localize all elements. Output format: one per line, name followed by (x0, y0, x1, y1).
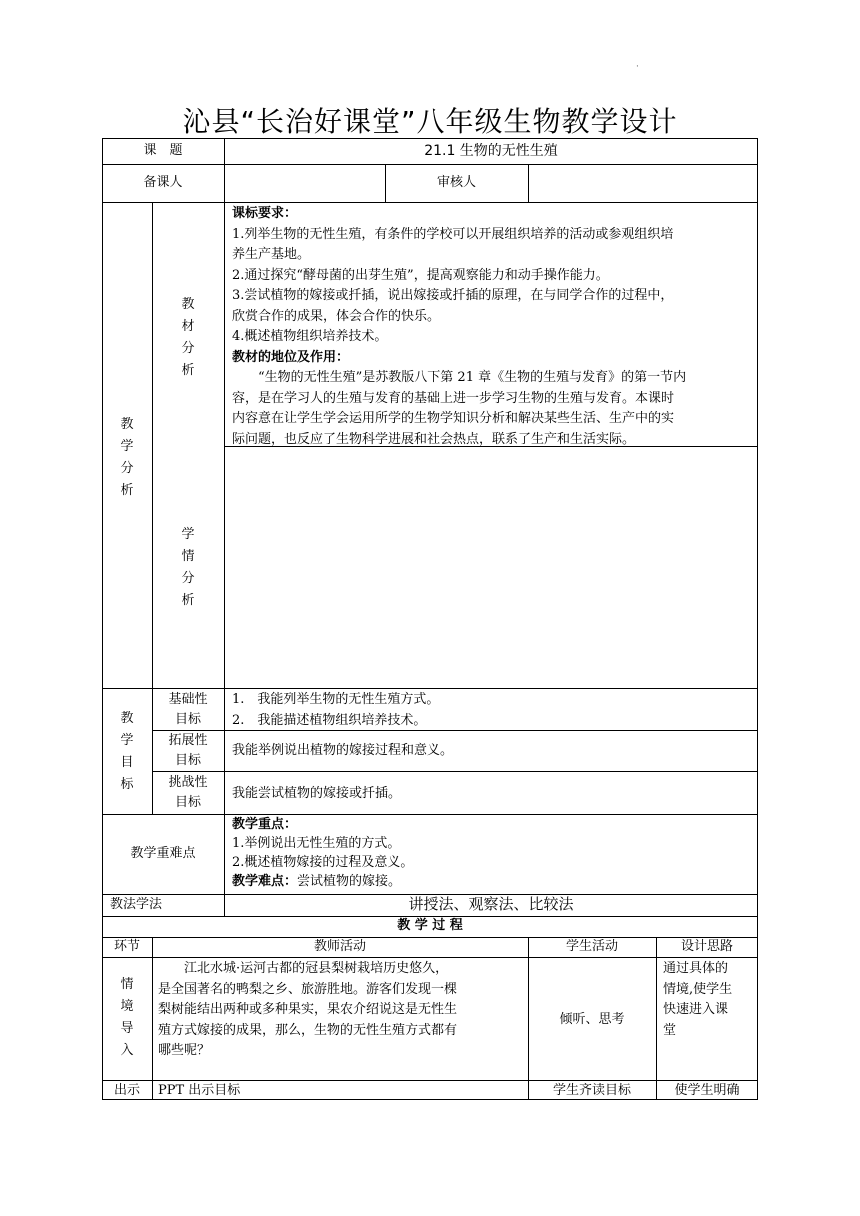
stage-show: 出示 (113, 1083, 140, 1098)
textbook-analysis-label: 教 材 分 析 (181, 297, 195, 378)
challenge-objective-label: 挑战性 目标 (168, 775, 208, 810)
methods-value: 讲授法、观察法、比较法 (408, 895, 574, 913)
objective-item: 1. 我能列举生物的无性生殖方式。 (232, 692, 440, 707)
header-mark: · (636, 62, 639, 72)
basic-objective-content (232, 690, 439, 731)
teacher-activity: PPT 出示目标 (158, 1083, 241, 1098)
extended-objective-label: 拓展性 目标 (168, 733, 208, 768)
requirement-line: 欣赏合作的成果，体会合作的快乐。 (232, 308, 441, 324)
extended-objective-content: 我能举例说出植物的嫁接过程和意义。 (232, 743, 454, 758)
key-points-label: 教学重难点 (130, 846, 196, 861)
design-rationale: 使学生明确 (674, 1083, 740, 1098)
difficulty-heading: 教学难点： (232, 874, 298, 889)
rule (102, 164, 758, 165)
textbook-analysis-content (232, 204, 754, 450)
rule (102, 957, 758, 958)
focus-item: 1.举例说出无性生殖的方式。 (232, 836, 401, 851)
student-analysis-label: 学 情 分 析 (181, 527, 195, 608)
topic-value: 21.1 生物的无性生殖 (424, 143, 558, 159)
focus-item: 2.概述植物嫁接的过程及意义。 (232, 855, 414, 870)
teacher-activity: 江北水城·运河古都的冠县梨树栽培历史悠久， 是全国著名的鸭梨之乡、旅游胜地。游客们发现一棵 梨树能结出两种或多种果实，果农介绍说这是无性生 殖方式嫁接的成果，那么，生物的无性生殖方式都有 哪些呢？ (158, 961, 458, 1058)
position-line: 内容意在让学生学会运用所学的生物学知识分析和解决某些生活、生产中的实 (232, 411, 675, 426)
rule (102, 688, 758, 689)
key-points-content (232, 815, 413, 891)
objectives-label: 教 学 目 标 (120, 711, 134, 792)
rule (102, 814, 758, 815)
requirements-heading: 课标要求： (232, 206, 298, 221)
design-rationale: 通过具体的 情境,使学生 快速进入课 堂 (663, 961, 733, 1038)
position-line: 容，是在学习人的生殖与发育的基础上进一步学习生物的生殖与发育。本课时 (232, 390, 675, 406)
column-header-teacher: 教师活动 (313, 939, 366, 954)
stage-intro: 情 境 导 入 (120, 977, 134, 1058)
student-activity: 倾听、思考 (559, 1012, 625, 1027)
rule (224, 138, 225, 689)
challenge-objective-content: 我能尝试植物的嫁接或扦插。 (232, 786, 402, 801)
rule (528, 164, 529, 203)
requirement-line: 3.尝试植物的嫁接或扦插，说出嫁接或扦插的原理，在与同学合作的过程中， (232, 288, 674, 303)
topic-label: 课 题 (143, 143, 183, 158)
rule (152, 771, 758, 772)
requirement-line: 1.列举生物的无性生殖，有条件的学校可以开展组织培养的活动或参观组织培 (232, 226, 674, 242)
methods-label: 教法学法 (110, 897, 163, 912)
requirement-line: 养生产基地。 (232, 247, 311, 262)
difficulty-text: 尝试植物的嫁接。 (297, 874, 402, 889)
student-activity: 学生齐读目标 (552, 1083, 631, 1098)
rule (656, 937, 657, 1100)
position-line: 际问题，也反应了生物科学进展和社会热点，联系了生产和生活实际。 (232, 431, 636, 447)
column-header-design: 设计思路 (680, 939, 733, 954)
position-heading: 教材的地位及作用： (232, 349, 350, 365)
objective-item: 2. 我能描述植物组织培养技术。 (232, 712, 427, 728)
focus-heading: 教学重点： (232, 817, 298, 832)
rule (224, 688, 225, 917)
basic-objective-label: 基础性 目标 (168, 692, 208, 727)
column-header-student: 学生活动 (565, 939, 618, 954)
reviewer-label: 审核人 (436, 175, 476, 190)
preparer-label: 备课人 (143, 175, 183, 190)
process-heading: 教 学 过 程 (397, 918, 463, 933)
page-title: 沁县“长治好课堂”八年级生物教学设计 (182, 105, 678, 138)
position-line: “生物的无性生殖”是苏教版八下第 21 章《生物的生殖与发育》的第一节内 (258, 370, 687, 385)
rule (152, 937, 153, 1100)
rule (102, 202, 758, 203)
requirement-line: 4.概述植物组织培养技术。 (232, 329, 388, 344)
requirement-line: 2.通过探究“酵母菌的出芽生殖”，提高观察能力和动手操作能力。 (232, 267, 609, 283)
column-header-stage: 环节 (113, 939, 140, 954)
analysis-label: 教 学 分 析 (120, 417, 134, 498)
